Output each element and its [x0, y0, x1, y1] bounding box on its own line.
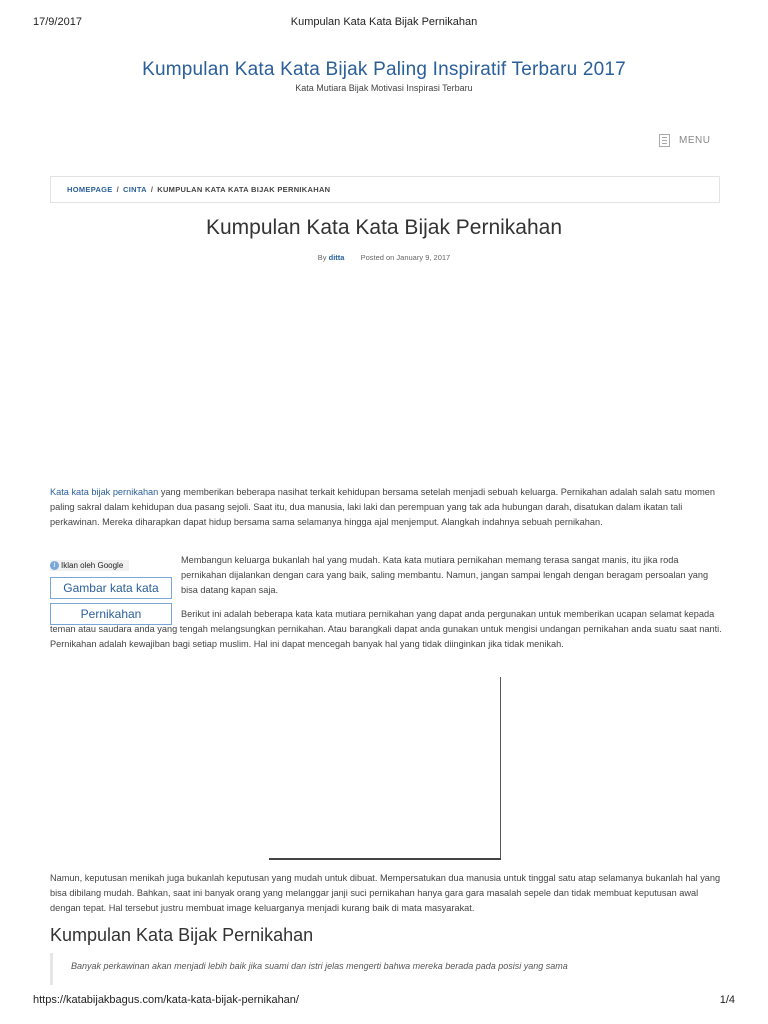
paragraph-intro [50, 485, 722, 530]
breadcrumb-home[interactable]: HOMEPAGE [67, 185, 113, 194]
print-date: 17/9/2017 [33, 16, 82, 28]
breadcrumb-current: KUMPULAN KATA KATA BIJAK PERNIKAHAN [157, 185, 331, 194]
ad-label[interactable] [50, 560, 129, 571]
print-title: Kumpulan Kata Kata Bijak Pernikahan [290, 16, 478, 28]
breadcrumb-category[interactable]: CINTA [123, 185, 147, 194]
print-url: https://katabijakbagus.com/kata-kata-bijak-pernikahan/ [33, 994, 299, 1006]
breadcrumb-box [50, 176, 720, 203]
blockquote: Banyak perkawinan akan menjadi lebih baik jika suami dan istri jelas mengerti bahwa mereka berada pada posisi yang sama [50, 953, 722, 985]
breadcrumb [67, 185, 330, 194]
menu-toggle[interactable] [659, 134, 710, 147]
paragraph-4: Namun, keputusan menikah juga bukanlah keputusan yang mudah untuk dibuat. Mempersatukan dua manusia untuk tinggal satu atap selamanya bukanlah hal yang bisa dibilang mudah. Bahkan, saat ini banyak orang yang melanggar janji suci pernikahan hanya gara gara masalah sepele dan tidak membuat keputusan awal dengan tepat. Hal tersebut justru membuat image keluarganya menjadi kurang baik di mata masyarakat. [50, 873, 721, 913]
content-image [269, 677, 501, 860]
section-heading: Kumpulan Kata Bijak Pernikahan [50, 925, 314, 945]
ad-button-pernikahan[interactable]: Pernikahan [50, 603, 172, 625]
print-header [0, 16, 768, 30]
posted-date: Posted on January 9, 2017 [360, 253, 451, 262]
print-footer [0, 994, 768, 1008]
paragraph-3: Berikut ini adalah beberapa kata kata mutiara pernikahan yang dapat anda pergunakan untuk memberikan ucapan selamat kepada teman atau saudara anda yang tengah melangsungkan pernikahan. Atau barangkali dapat anda gunakan untuk mengisi undangan pernikahan anda suatu saat nanti. Pernikahan adalah kewajiban bagi setiap muslim. Hal ini dapat mencegah banyak hal yang tidak diinginkan jika tidak menikah. [50, 609, 722, 649]
breadcrumb-separator: / [116, 185, 119, 194]
keyword-link[interactable]: Kata kata bijak pernikahan [50, 487, 159, 497]
menu-icon [659, 134, 670, 147]
breadcrumb-separator: / [150, 185, 154, 194]
site-title[interactable]: Kumpulan Kata Kata Bijak Paling Inspiratif Terbaru 2017 [142, 59, 626, 80]
print-page-number: 1/4 [719, 994, 735, 1006]
post-meta [0, 253, 768, 262]
post-title: Kumpulan Kata Kata Bijak Pernikahan [205, 216, 563, 239]
by-label: By [317, 253, 327, 262]
menu-label: MENU [679, 135, 711, 146]
paragraph-2: Membangun keluarga bukanlah hal yang mudah. Kata kata mutiara pernikahan memang terasa sangat manis, itu jika roda pernikahan dijalankan dengan cara yang baik, saling membantu. Namun, jangan sampai lengah dengan beragam persoalan yang bisa datang kapan saja. [181, 555, 709, 595]
ad-button-gambar[interactable]: Gambar kata kata [50, 577, 172, 599]
paragraph-intro-text: yang memberikan beberapa nasihat terkait kehidupan bersama setelah menjadi sebuah keluarga. Pernikahan adalah salah satu momen paling sakral dalam kehidupan dua pasang sejoli. Saat itu, dua manusia, laki laki dan perempuan yang tak ada hubungan darah, disatukan dalam ikatan tali perkawinan. Mereka diharapkan dapat hidup bersama sama selamanya hingga ajal menjemput. Alangkah indahnya sebuah pernikahan. [50, 487, 715, 527]
info-icon: i [50, 561, 59, 570]
author-link[interactable]: ditta [328, 253, 345, 262]
ad-label-text: Iklan oleh Google [61, 561, 124, 570]
site-tagline: Kata Mutiara Bijak Motivasi Inspirasi Terbaru [295, 83, 473, 93]
